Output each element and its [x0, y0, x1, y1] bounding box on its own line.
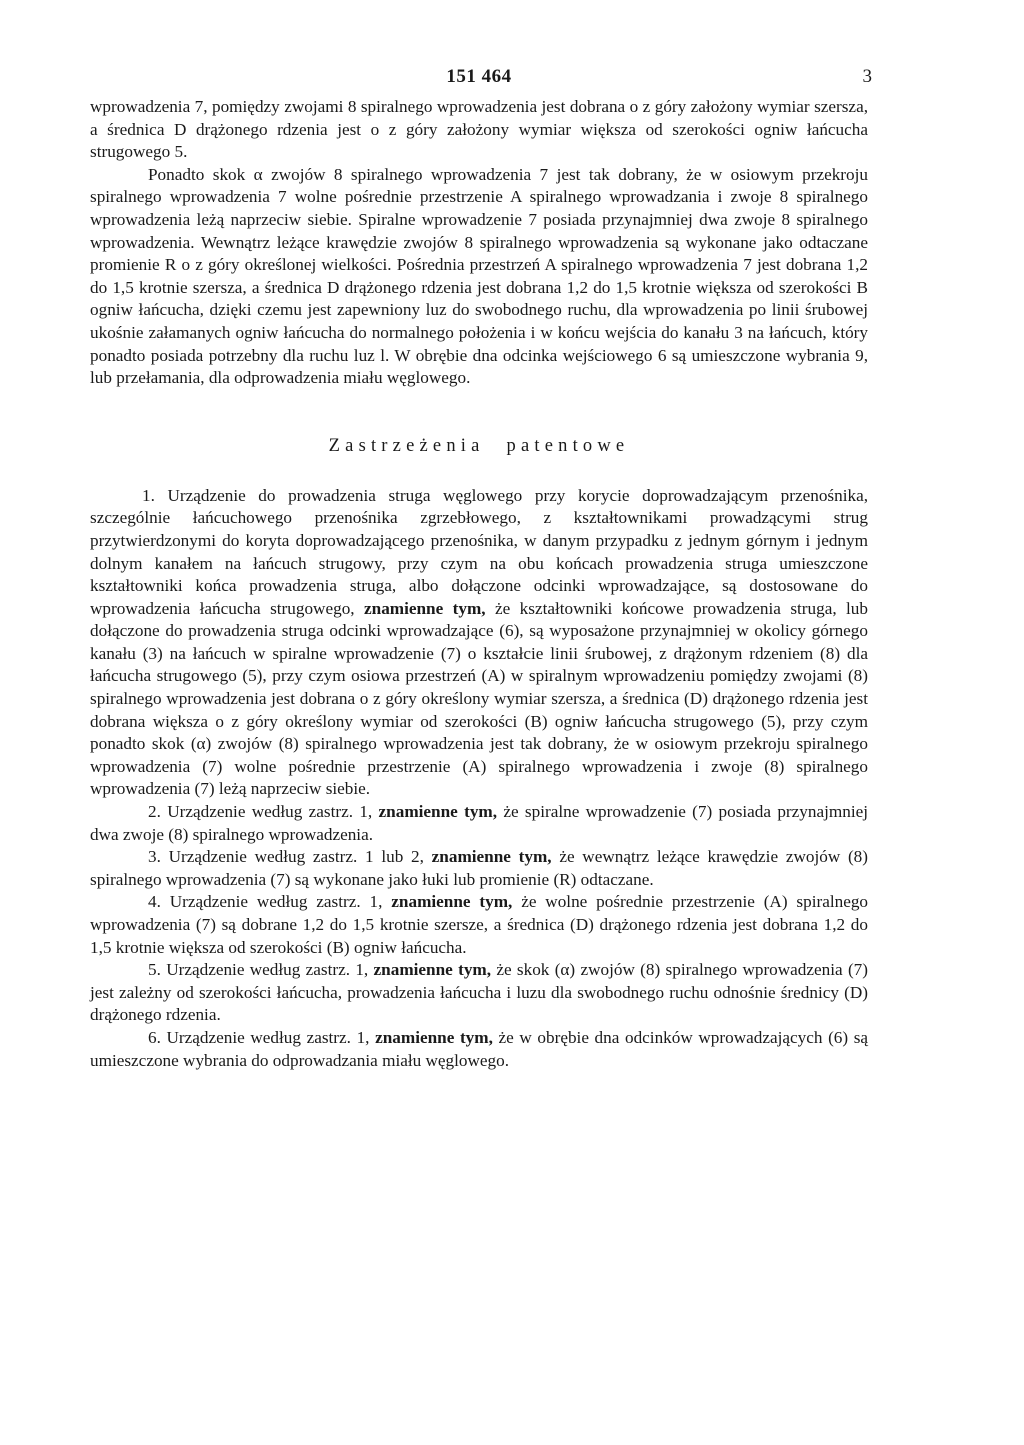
- claim-text-before: Urządzenie według zastrz. 1,: [167, 802, 373, 822]
- claims-list: [90, 485, 868, 1072]
- claim-text-before: Urządzenie według zastrz. 1,: [166, 1027, 370, 1047]
- claim-marker: znamienne tym,: [431, 847, 552, 867]
- page-header: [90, 66, 872, 96]
- page-number: 3: [862, 66, 872, 87]
- claim-text-after: że wolne pośrednie przestrzenie (A) spiralnego wprowadzenia (7) są dobrane 1,2 do 1,5 krotnie szersze, a średnica (D) drążonego rdzenia jest dobrana 1,2 do 1,5 krotnie większa od szerokości (B) ogniw łańcucha.: [90, 892, 869, 957]
- description-section: [90, 96, 868, 390]
- claim-text-after: że spiralne wprowadzenie (7) posiada przynajmniej dwa zwoje (8) spiralnego wprowadzenia.: [90, 802, 869, 844]
- claim-marker: znamienne tym,: [364, 598, 486, 618]
- claims-heading-word-2: patentowe: [506, 435, 630, 456]
- claim-number: 2.: [148, 802, 161, 822]
- claim-number: 6.: [148, 1027, 161, 1047]
- claim-number: 3.: [148, 847, 161, 867]
- claim-marker: znamienne tym,: [391, 892, 513, 912]
- claim-text-before: Urządzenie według zastrz. 1,: [169, 892, 383, 912]
- claims-heading-word-1: Zastrzeżenia: [328, 435, 485, 456]
- claim-marker: znamienne tym,: [378, 802, 498, 822]
- description-paragraph-1: wprowadzenia 7, pomiędzy zwojami 8 spiralnego wprowadzenia jest dobrana o z góry założony wymiar szersza, a średnica D drążonego rdzenia jest o z góry założony wymiar większa od szerokości ogniw łańcucha strugowego 5.: [90, 97, 868, 162]
- description-paragraph-2: Ponadto skok α zwojów 8 spiralnego wprowadzenia 7 jest tak dobrany, że w osiowym przekroju spiralnego wprowadzenia 7 wolne pośrednie przestrzenie A spiralnego wprowadzania i zwoje 8 spiralnego wprowadzenia leżą naprzeciw siebie. Spiralne wprowadzenie 7 posiada przynajmniej dwa zwoje 8 spiralnego wprowadzenia. Wewnątrz leżące krawędzie zwojów 8 spiralnego wprowadzenia są wykonane jako odtaczane promienie R o z góry określonej wielkości. Pośrednia przestrzeń A spiralnego wprowadzenia 7 jest dobrana 1,2 do 1,5 krotnie szersza, a średnica D drążonego rdzenia jest dobrana 1,2 do 1,5 krotnie większa od szerokości B ogniw łańcucha, dzięki czemu jest zapewniony luz do swobodnego ruchu, dla wprowadzenia po linii śrubowej ukośnie załamanych ogniw łańcucha do normalnego położenia i w końcu wejścia do kanału 3 na łańcuch, który ponadto posiada potrzebny dla ruchu luz l. W obrębie dna odcinka wejściowego 6 są umieszczone wybrania 9, lub przełamania, dla odprowadzenia miału węglowego.: [90, 164, 868, 388]
- claim-2: [90, 801, 868, 846]
- patent-page: [90, 66, 872, 1072]
- claim-3: [90, 846, 868, 891]
- claim-number: 1.: [142, 485, 155, 505]
- claims-heading: [90, 436, 868, 457]
- claim-number: 4.: [148, 892, 161, 912]
- claim-text-before: Urządzenie według zastrz. 1 lub 2,: [168, 847, 424, 867]
- claim-text-after: że kształtowniki końcowe prowadzenia struga, lub dołączone do prowadzenia struga odcinki wprowadzające (6), są wyposażone przynajmniej w okolicy górnego kanału (3) na łańcuch w spiralne wprowadzenie (7) o kształcie linii śrubowej, z drążonym rdzeniem (8) dla łańcucha strugowego (5), przy czym osiowa przestrzeń (A) w spiralnym wprowadzeniu pomiędzy zwojami (8) spiralnego wprowadzenia jest dobrana o z góry określony wymiar szersza, a średnica (D) drążonego rdzenia jest dobrana większa o z góry określony wymiar od szerokości (B) ogniw łańcucha strugowego (5), przy czym ponadto skok (α) zwojów (8) spiralnego wprowadzenia jest tak dobrany, że w osiowym przekroju spiralnego wprowadzenia (7) wolne pośrednie przestrzenie (A) spiralnego wprowadzenia i zwoje (8) spiralnego wprowadzenia (7) leżą naprzeciw siebie.: [90, 598, 868, 799]
- claim-text-after: że wewnątrz leżące krawędzie zwojów (8) spiralnego wprowadzenia (7) są wykonane jako łuki lub promienie (R) odtaczane.: [90, 847, 868, 889]
- claim-number: 5.: [148, 960, 161, 980]
- claim-text-after: że w obrębie dna odcinków wprowadzających (6) są umieszczone wybrania do odprowadzania miału węglowego.: [90, 1027, 869, 1070]
- claim-marker: znamienne tym,: [373, 960, 492, 980]
- patent-number: 151 464: [446, 66, 512, 87]
- claim-5: [90, 959, 868, 1027]
- claim-6: [90, 1027, 868, 1072]
- claim-1: [90, 485, 868, 801]
- claim-marker: znamienne tym,: [375, 1027, 493, 1047]
- claim-text-before: Urządzenie według zastrz. 1,: [166, 960, 369, 980]
- claim-text-after: że skok (α) zwojów (8) spiralnego wprowadzenia (7) jest zależny od szerokości łańcucha, prowadzenia łańcucha i luzu dla swobodnego ruchu odnośnie średnicy (D) drążonego rdzenia.: [90, 960, 869, 1025]
- claim-text-before: Urządzenie do prowadzenia struga węglowego przy korycie doprowadzającym przenośnika, szczególnie łańcuchowego przenośnika zgrzebłowego, z kształtownikami prowadzącymi strug przytwierdzonymi do koryta doprowadzającego przenośnika, w danym przypadku z jednym górnym i jednym dolnym kanałem na łańcuch strugowy, przy czym na obu końcach prowadzenia struga umieszczone kształtowniki końca prowadzenia struga, albo dołączone odcinki wprowadzające, są dostosowane do wprowadzenia łańcucha strugowego,: [90, 485, 869, 618]
- claim-4: [90, 891, 868, 959]
